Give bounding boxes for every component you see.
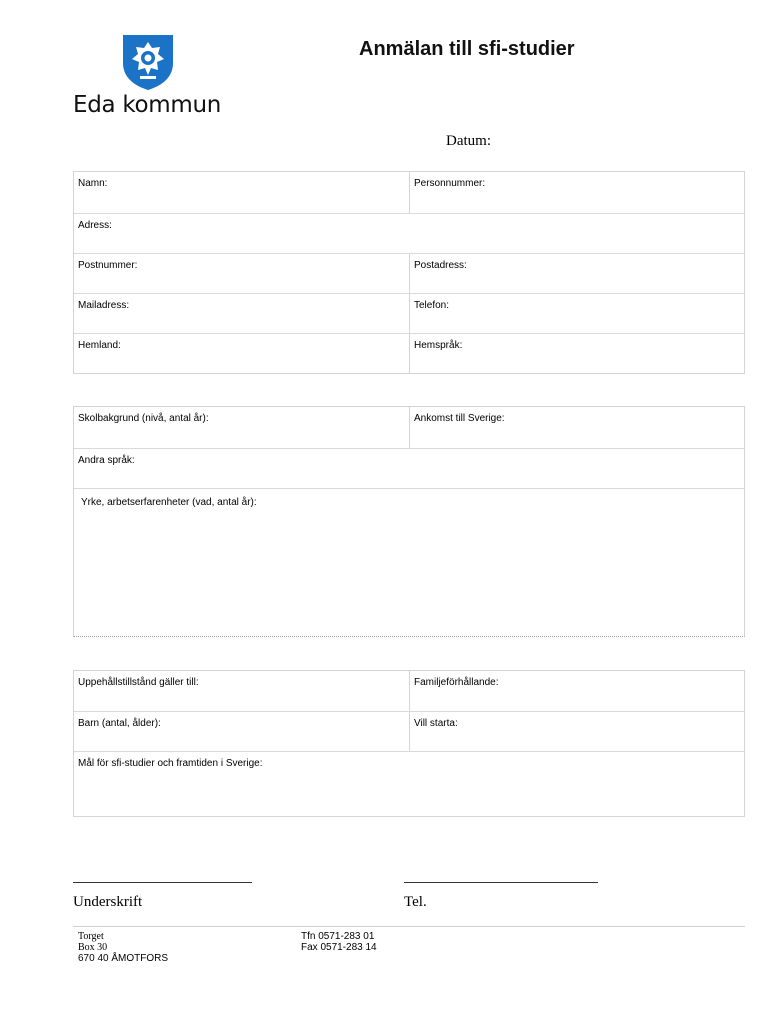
footer-fax: Fax 0571-283 14 — [301, 942, 377, 953]
name-field[interactable]: Namn: — [74, 172, 410, 213]
footer-address-street: Torget — [78, 931, 104, 942]
footer-phone: Tfn 0571-283 01 — [301, 931, 375, 942]
postal-code-field[interactable]: Postnummer: — [74, 254, 410, 293]
personal-number-field[interactable]: Personnummer: — [414, 178, 486, 189]
table-row — [74, 253, 744, 293]
children-field[interactable]: Barn (antal, ålder): — [74, 712, 410, 751]
table-row — [74, 671, 744, 711]
table-row — [74, 333, 744, 373]
organization-name: Eda kommun — [73, 92, 222, 118]
signature-line[interactable] — [73, 882, 252, 883]
phone-signature-line[interactable] — [404, 882, 598, 883]
table-row — [74, 448, 744, 488]
school-background-field[interactable]: Skolbakgrund (nivå, antal år): — [74, 407, 410, 448]
personal-details-table — [73, 171, 745, 374]
phone-label: Tel. — [404, 894, 427, 910]
eda-kommun-coat-of-arms-icon — [118, 33, 178, 91]
other-languages-field[interactable]: Andra språk: — [78, 455, 135, 466]
signature-label: Underskrift — [73, 894, 143, 910]
footer-divider — [73, 926, 745, 927]
work-experience-field[interactable]: Yrke, arbetserfarenheter (vad, antal år): — [81, 497, 257, 508]
date-field-label[interactable]: Datum: — [446, 133, 491, 149]
table-row — [74, 711, 744, 751]
footer-address-postal: 670 40 ÅMOTFORS — [78, 953, 169, 964]
email-field[interactable]: Mailadress: — [74, 294, 410, 333]
want-to-start-field[interactable]: Vill starta: — [414, 718, 458, 729]
table-row — [74, 407, 744, 448]
table-row — [74, 172, 744, 213]
background-table — [73, 406, 745, 637]
home-language-field[interactable]: Hemspråk: — [414, 340, 463, 351]
residence-permit-field[interactable]: Uppehållstillstånd gäller till: — [74, 671, 410, 711]
goals-field[interactable]: Mål för sfi-studier och framtiden i Sverige: — [78, 758, 263, 769]
postal-address-field[interactable]: Postadress: — [414, 260, 467, 271]
residence-goals-table — [73, 670, 745, 817]
footer-address-box: Box 30 — [78, 942, 108, 953]
address-field[interactable]: Adress: — [78, 220, 112, 231]
family-situation-field[interactable]: Familjeförhållande: — [414, 677, 499, 688]
home-country-field[interactable]: Hemland: — [74, 334, 410, 373]
arrival-in-sweden-field[interactable]: Ankomst till Sverige: — [414, 413, 505, 424]
table-row — [74, 751, 744, 816]
table-row — [74, 293, 744, 333]
table-row — [74, 213, 744, 253]
document-title: Anmälan till sfi-studier — [359, 38, 575, 60]
table-row — [74, 488, 744, 636]
phone-field[interactable]: Telefon: — [414, 300, 450, 311]
